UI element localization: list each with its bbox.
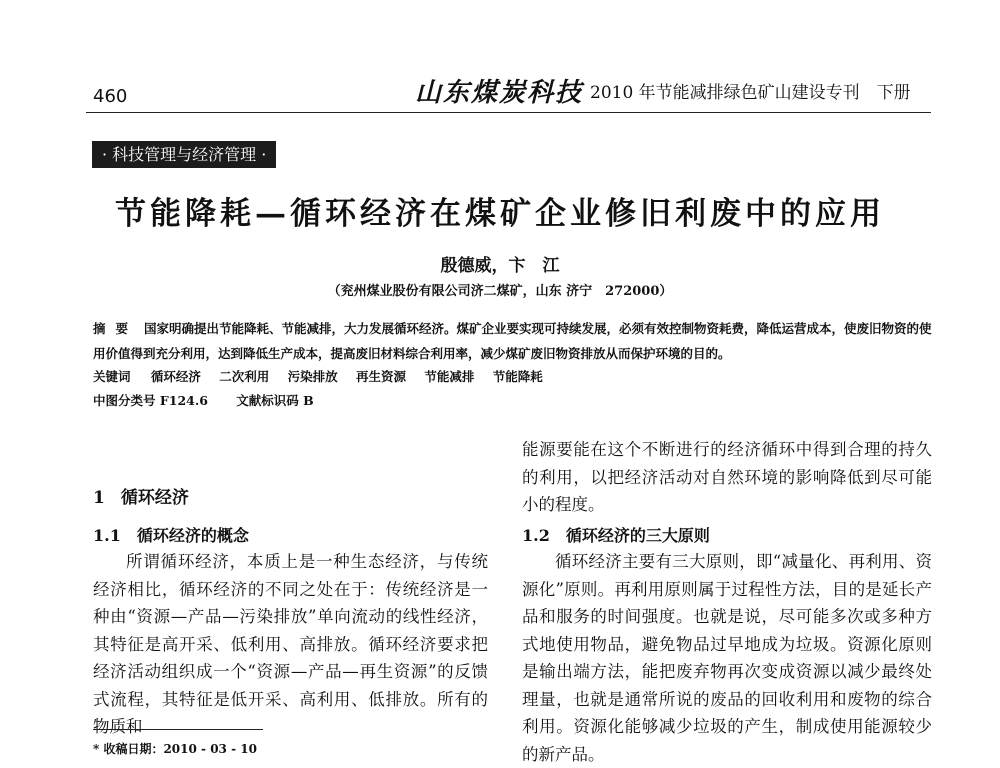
- paper-title: 节能降耗—循环经济在煤矿企业修旧利废中的应用: [115, 196, 885, 232]
- page-number: 460: [93, 86, 128, 107]
- section-title: 循环经济: [120, 488, 189, 508]
- keyword: 循环经济: [150, 369, 201, 384]
- paragraph: 循环经济主要有三大原则，即“减量化、再利用、资源化”原则。再利用原则属于过程性方法，目的是延长产品和服务的时间强度。也就是说，尽可能多次或多种方式地使用物品，避免物品过早地成为垃圾。资源化原则是输出端方法，能把废弃物再次变成资源以减少最终处理量，也就是通常所说的废品的回收利用和废物的综合利用。资源化能够减少垃圾的产生，制成使用能源较少的新产品。: [522, 552, 932, 764]
- classification: [93, 391, 314, 409]
- footnote-divider: [93, 729, 263, 730]
- keywords-label: 关键词: [93, 369, 131, 384]
- keywords: [93, 367, 933, 385]
- doc-code-label: 文献标识码: [236, 393, 299, 408]
- subsection-heading: [93, 523, 249, 546]
- paragraph-continuation: 能源要能在这个不断进行的经济循环中得到合理的持久的利用，以把经济活动对自然环境的影响降低到尽可能小的程度。: [522, 440, 932, 514]
- paragraph: 所谓循环经济，本质上是一种生态经济，与传统经济相比，循环经济的不同之处在于：传统经济是一种由“资源—产品—污染排放”单向流动的线性经济，其特征是高开采、低利用、高排放。循环经济要求把经济活动组织成一个“资源—产品—再生资源”的反馈式流程，其特征是低开采、高利用、低排放。所有的物质和: [93, 552, 488, 736]
- authors: 殷德威，卞 江: [440, 256, 560, 276]
- header-divider: [86, 112, 931, 113]
- subsection-title: 循环经济的三大原则: [565, 526, 710, 545]
- abstract: [93, 316, 933, 366]
- keyword: 节能降耗: [492, 369, 543, 384]
- subsection-heading: [522, 523, 710, 546]
- section-number: 1: [93, 488, 105, 508]
- keyword: 污染排放: [287, 369, 338, 384]
- clc-label: 中图分类号: [93, 393, 156, 408]
- subsection-number: 1.2: [522, 526, 550, 545]
- doc-code-value: B: [303, 393, 314, 408]
- journal-logo: 山东煤炭科技: [415, 78, 584, 108]
- abstract-text: 国家明确提出节能降耗、节能减排，大力发展循环经济。煤矿企业要实现可持续发展，必须有效控制物资耗费，降低运营成本，使废旧物资的使用价值得到充分利用，达到降低生产成本，提高废旧材料综合利用率，减少煤矿废旧物资排放从而保护环境的目的。: [93, 321, 932, 361]
- subsection-title: 循环经济的概念: [136, 526, 249, 545]
- section-heading: [93, 483, 189, 508]
- keyword: 再生资源: [356, 369, 407, 384]
- received-date-footnote: * 收稿日期：2010 - 03 - 10: [93, 742, 257, 756]
- abstract-label: 摘要: [93, 321, 139, 336]
- affiliation: （兖州煤业股份有限公司济二煤矿，山东 济宁 272000）: [327, 284, 673, 299]
- keyword: 节能减排: [424, 369, 475, 384]
- running-head: 2010 年节能减排绿色矿山建设专刊 下册: [590, 83, 911, 103]
- subsection-number: 1.1: [93, 526, 121, 545]
- clc-value: F124.6: [159, 393, 208, 408]
- section-tag: · 科技管理与经济管理 ·: [92, 141, 276, 168]
- keyword: 二次利用: [219, 369, 270, 384]
